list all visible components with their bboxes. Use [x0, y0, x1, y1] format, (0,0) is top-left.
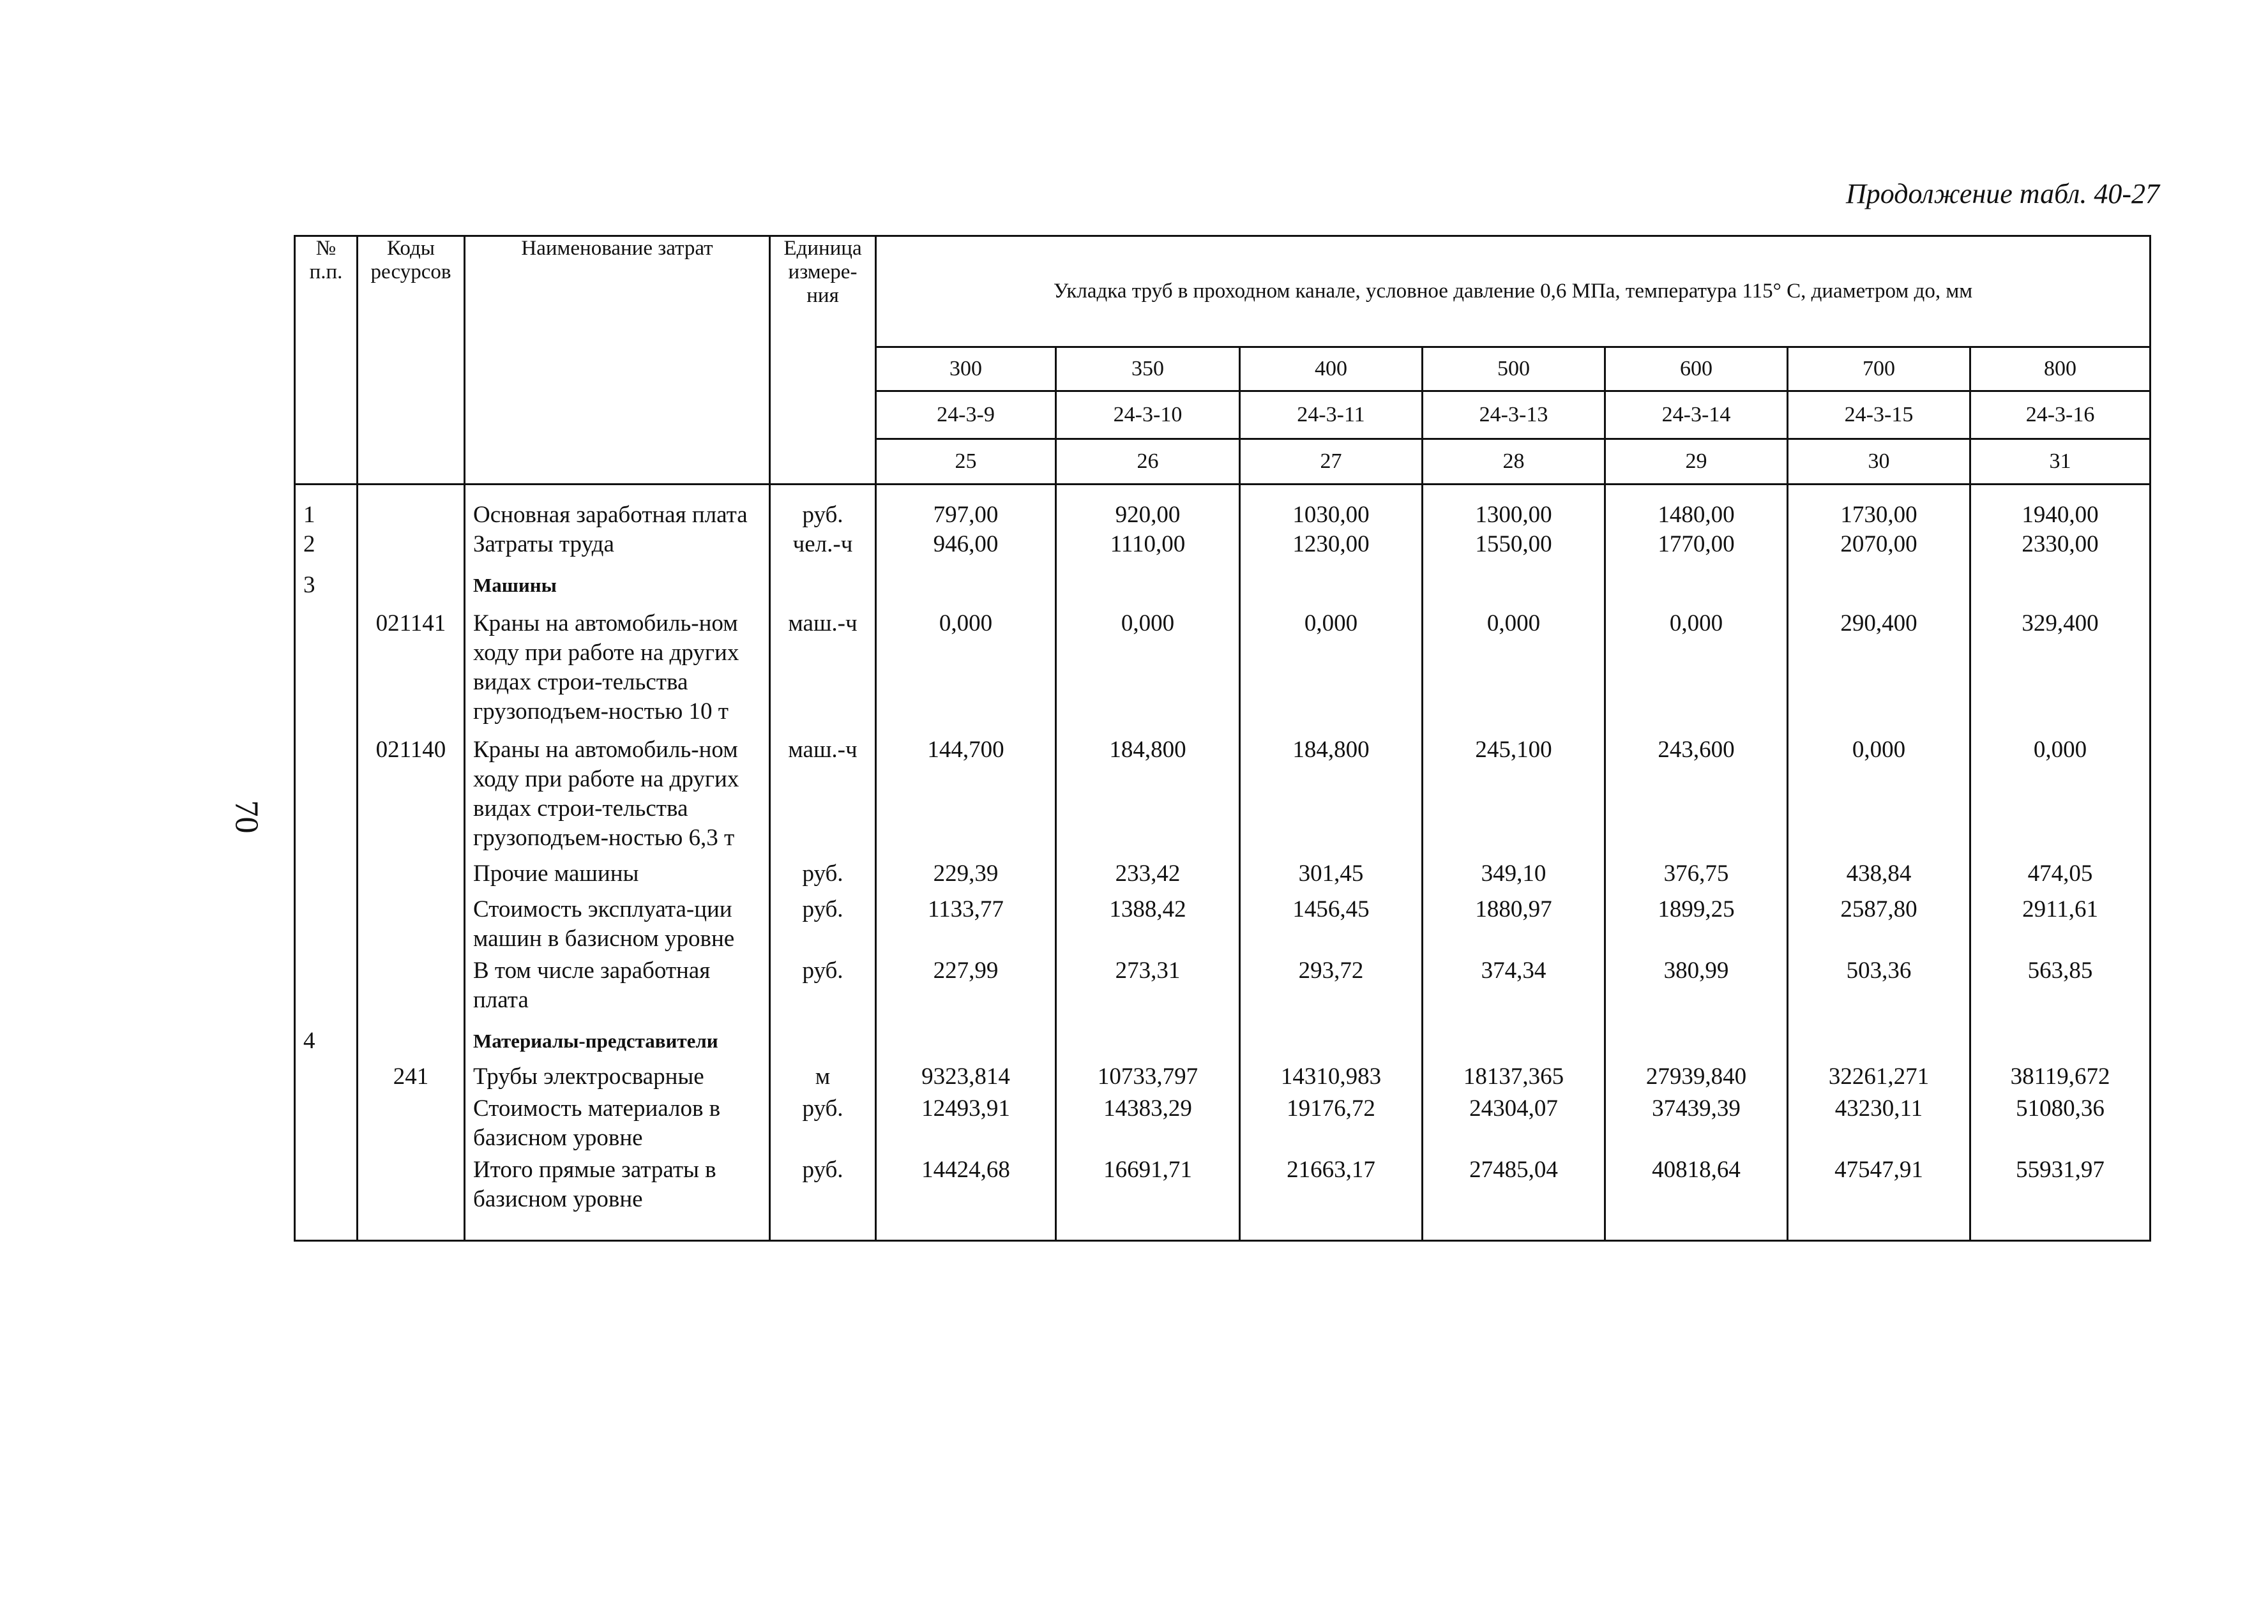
- value-cell: 1133,77: [876, 889, 1056, 954]
- resource-code: 241: [358, 1056, 465, 1092]
- value-cell: [1423, 559, 1605, 600]
- column-number-cell: 27: [1240, 439, 1423, 485]
- value-cell: 920,00: [1056, 485, 1240, 530]
- unit: маш.-ч: [770, 600, 876, 726]
- cost-name: В том числе заработная плата: [465, 954, 770, 1015]
- value-cell: [1605, 1015, 1788, 1056]
- cost-name: Краны на автомобиль-ном ходу при работе на других видах строи-тельства грузоподъем-ностью 6,3 т: [465, 726, 770, 853]
- diameter-cell: 700: [1788, 347, 1970, 391]
- code-cell: 24-3-10: [1056, 391, 1240, 439]
- value-cell: 1230,00: [1240, 530, 1423, 559]
- value-cell: 21663,17: [1240, 1153, 1423, 1241]
- table-row: [295, 889, 2151, 954]
- unit: руб.: [770, 853, 876, 889]
- diameter-cell: 350: [1056, 347, 1240, 391]
- value-cell: 2330,00: [1970, 530, 2151, 559]
- value-cell: [1788, 1015, 1970, 1056]
- value-cell: [1056, 559, 1240, 600]
- cost-name: Затраты труда: [465, 530, 770, 559]
- code-cell: 24-3-13: [1423, 391, 1605, 439]
- value-cell: 2911,61: [1970, 889, 2151, 954]
- value-cell: 349,10: [1423, 853, 1605, 889]
- unit: м: [770, 1056, 876, 1092]
- table-row: [295, 1015, 2151, 1056]
- value-cell: 2587,80: [1788, 889, 1970, 954]
- row-number: 3: [295, 559, 358, 600]
- section-title: Материалы-представители: [465, 1015, 770, 1056]
- value-cell: [1056, 1015, 1240, 1056]
- value-cell: 14310,983: [1240, 1056, 1423, 1092]
- value-cell: 10733,797: [1056, 1056, 1240, 1092]
- value-cell: 16691,71: [1056, 1153, 1240, 1241]
- value-cell: 0,000: [1605, 600, 1788, 726]
- table-row: [295, 1092, 2151, 1153]
- value-cell: 184,800: [1056, 726, 1240, 853]
- diameter-cell: 600: [1605, 347, 1788, 391]
- value-cell: 24304,07: [1423, 1092, 1605, 1153]
- row-number: 4: [295, 1015, 358, 1056]
- diameter-cell: 800: [1970, 347, 2151, 391]
- value-cell: 376,75: [1605, 853, 1788, 889]
- table-row: [295, 726, 2151, 853]
- unit: руб.: [770, 889, 876, 954]
- value-cell: [1240, 1015, 1423, 1056]
- value-cell: 474,05: [1970, 853, 2151, 889]
- section-title: Машины: [465, 559, 770, 600]
- value-cell: 0,000: [876, 600, 1056, 726]
- cost-name: Стоимость материалов в базисном уровне: [465, 1092, 770, 1153]
- resource-code: [358, 1153, 465, 1241]
- value-cell: [1423, 1015, 1605, 1056]
- header-codes: Коды ресурсов: [358, 236, 465, 485]
- value-cell: 0,000: [1423, 600, 1605, 726]
- value-cell: [876, 1015, 1056, 1056]
- value-cell: 1940,00: [1970, 485, 2151, 530]
- resource-code: [358, 1092, 465, 1153]
- value-cell: 293,72: [1240, 954, 1423, 1015]
- value-cell: 19176,72: [1240, 1092, 1423, 1153]
- value-cell: 55931,97: [1970, 1153, 2151, 1241]
- cost-name: Краны на автомобиль-ном ходу при работе на других видах строи-тельства грузоподъем-ностью 10 т: [465, 600, 770, 726]
- value-cell: 9323,814: [876, 1056, 1056, 1092]
- value-cell: 1480,00: [1605, 485, 1788, 530]
- value-cell: 290,400: [1788, 600, 1970, 726]
- continuation-title: Продолжение табл. 40-27: [1846, 178, 2159, 209]
- table-row: [295, 485, 2151, 530]
- header-name: Наименование затрат: [465, 236, 770, 485]
- value-cell: 301,45: [1240, 853, 1423, 889]
- value-cell: 380,99: [1605, 954, 1788, 1015]
- value-cell: [1788, 559, 1970, 600]
- unit: [770, 1015, 876, 1056]
- value-cell: 38119,672: [1970, 1056, 2151, 1092]
- cost-name: Основная заработная плата: [465, 485, 770, 530]
- column-number-cell: 29: [1605, 439, 1788, 485]
- value-cell: 0,000: [1056, 600, 1240, 726]
- value-cell: [1605, 559, 1788, 600]
- unit: [770, 559, 876, 600]
- value-cell: 946,00: [876, 530, 1056, 559]
- resource-code: 021140: [358, 726, 465, 853]
- value-cell: [1970, 559, 2151, 600]
- value-cell: [1240, 559, 1423, 600]
- unit: маш.-ч: [770, 726, 876, 853]
- value-cell: 18137,365: [1423, 1056, 1605, 1092]
- table-row: [295, 559, 2151, 600]
- column-number-cell: 26: [1056, 439, 1240, 485]
- unit: чел.-ч: [770, 530, 876, 559]
- value-cell: [1970, 1015, 2151, 1056]
- value-cell: 47547,91: [1788, 1153, 1970, 1241]
- value-cell: 1770,00: [1605, 530, 1788, 559]
- column-number-cell: 31: [1970, 439, 2151, 485]
- column-number-cell: 28: [1423, 439, 1605, 485]
- cost-name: Трубы электросварные: [465, 1056, 770, 1092]
- diameter-cell: 300: [876, 347, 1056, 391]
- value-cell: 37439,39: [1605, 1092, 1788, 1153]
- resource-code: [358, 485, 465, 530]
- row-number: [295, 853, 358, 889]
- value-cell: 1030,00: [1240, 485, 1423, 530]
- code-cell: 24-3-15: [1788, 391, 1970, 439]
- unit: руб.: [770, 1092, 876, 1153]
- row-number: [295, 954, 358, 1015]
- value-cell: 1880,97: [1423, 889, 1605, 954]
- value-cell: 229,39: [876, 853, 1056, 889]
- resource-code: [358, 853, 465, 889]
- value-cell: 0,000: [1788, 726, 1970, 853]
- value-cell: [876, 559, 1056, 600]
- value-cell: 184,800: [1240, 726, 1423, 853]
- row-number: [295, 889, 358, 954]
- table-row: [295, 954, 2151, 1015]
- value-cell: 227,99: [876, 954, 1056, 1015]
- value-cell: 40818,64: [1605, 1153, 1788, 1241]
- value-cell: 1388,42: [1056, 889, 1240, 954]
- value-cell: 51080,36: [1970, 1092, 2151, 1153]
- row-number: 2: [295, 530, 358, 559]
- value-cell: 144,700: [876, 726, 1056, 853]
- value-cell: 43230,11: [1788, 1092, 1970, 1153]
- code-cell: 24-3-16: [1970, 391, 2151, 439]
- row-number: 1: [295, 485, 358, 530]
- value-cell: 12493,91: [876, 1092, 1056, 1153]
- column-number-cell: 30: [1788, 439, 1970, 485]
- table-row: [295, 1153, 2151, 1241]
- resource-code: [358, 559, 465, 600]
- resource-code: [358, 954, 465, 1015]
- value-cell: 14424,68: [876, 1153, 1056, 1241]
- column-number-cell: 25: [876, 439, 1056, 485]
- value-cell: 0,000: [1970, 726, 2151, 853]
- value-cell: 438,84: [1788, 853, 1970, 889]
- row-number: [295, 1056, 358, 1092]
- value-cell: 245,100: [1423, 726, 1605, 853]
- resource-code: [358, 1015, 465, 1056]
- row-number: [295, 1153, 358, 1241]
- cost-name: Итого прямые затраты в базисном уровне: [465, 1153, 770, 1241]
- code-cell: 24-3-9: [876, 391, 1056, 439]
- table-row: [295, 853, 2151, 889]
- resource-table: [294, 235, 2151, 1242]
- diameter-cell: 400: [1240, 347, 1423, 391]
- table-row: [295, 530, 2151, 559]
- table-row: [295, 1056, 2151, 1092]
- value-cell: 1300,00: [1423, 485, 1605, 530]
- value-cell: 0,000: [1240, 600, 1423, 726]
- code-cell: 24-3-11: [1240, 391, 1423, 439]
- value-cell: 503,36: [1788, 954, 1970, 1015]
- value-cell: 27939,840: [1605, 1056, 1788, 1092]
- value-cell: 1899,25: [1605, 889, 1788, 954]
- cost-name: Стоимость эксплуата-ции машин в базисном уровне: [465, 889, 770, 954]
- unit: руб.: [770, 1153, 876, 1241]
- table-row: [295, 600, 2151, 726]
- value-cell: 2070,00: [1788, 530, 1970, 559]
- value-cell: 1550,00: [1423, 530, 1605, 559]
- resource-code: 021141: [358, 600, 465, 726]
- value-cell: 797,00: [876, 485, 1056, 530]
- value-cell: 1456,45: [1240, 889, 1423, 954]
- unit: руб.: [770, 954, 876, 1015]
- value-cell: 1730,00: [1788, 485, 1970, 530]
- code-cell: 24-3-14: [1605, 391, 1788, 439]
- value-cell: 329,400: [1970, 600, 2151, 726]
- row-number: [295, 726, 358, 853]
- header-unit: Единица измере-ния: [770, 236, 876, 485]
- value-cell: 233,42: [1056, 853, 1240, 889]
- row-number: [295, 1092, 358, 1153]
- value-cell: 27485,04: [1423, 1153, 1605, 1241]
- diameter-cell: 500: [1423, 347, 1605, 391]
- value-cell: 563,85: [1970, 954, 2151, 1015]
- cost-name: Прочие машины: [465, 853, 770, 889]
- value-cell: 243,600: [1605, 726, 1788, 853]
- table-body: [295, 485, 2151, 1241]
- unit: руб.: [770, 485, 876, 530]
- value-cell: 14383,29: [1056, 1092, 1240, 1153]
- resource-code: [358, 889, 465, 954]
- page-number: 70: [228, 800, 265, 834]
- header-num: № п.п.: [295, 236, 358, 485]
- value-cell: 273,31: [1056, 954, 1240, 1015]
- value-cell: 1110,00: [1056, 530, 1240, 559]
- value-cell: 32261,271: [1788, 1056, 1970, 1092]
- value-cell: 374,34: [1423, 954, 1605, 1015]
- row-number: [295, 600, 358, 726]
- resource-code: [358, 530, 465, 559]
- header-span-title: Укладка труб в проходном канале, условное давление 0,6 МПа, температура 115° С, диаметром до, мм: [876, 236, 2151, 347]
